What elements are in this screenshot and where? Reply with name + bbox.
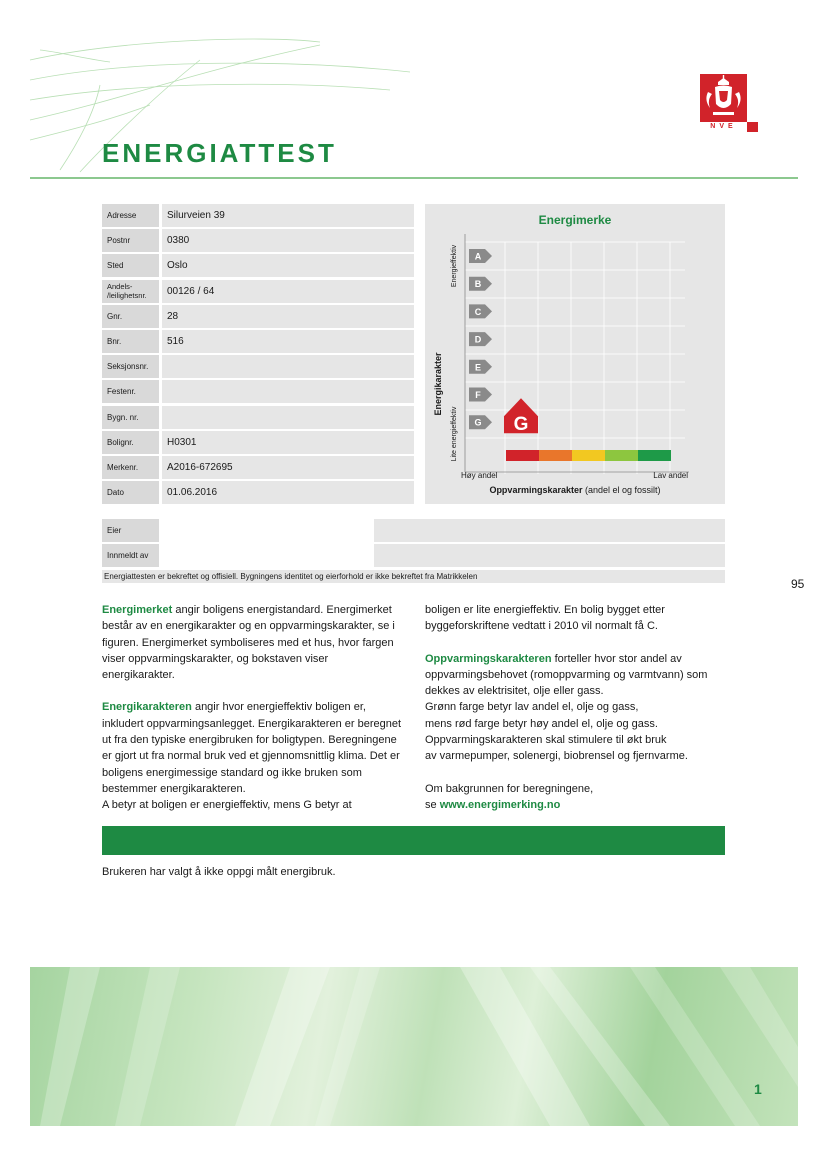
heating-scale-segment [539,450,572,461]
energy-use-note: Brukeren har valgt å ikke oppgi målt energibruk. [102,866,336,878]
table-row [102,544,725,567]
grade-label-f: F [475,390,481,400]
x-axis-title: Oppvarmingskarakter [489,485,583,495]
paragraph-text: angir boligens energistandard. Energimerket består av en energikarakter og en oppvarmingskarakter, se i figuren. Energimerket symboliseres med et hus, hvor fargen viser oppvarmingskarakter, og bokstaven viser energikarakter. [102,604,395,682]
field-value-gnr: 28 [162,305,414,328]
submitted-by-value [159,544,374,567]
grade-label-b: B [474,279,482,290]
page-number: 1 [754,1081,762,1097]
table-row [102,431,414,454]
field-label-festenr: Festenr. [102,380,159,403]
table-row [102,519,725,542]
paragraph-continuation: boligen er lite energieffektiv. En bolig bygget etter byggeforskriftene vedtatt i 2010 vil normalt få C. [425,604,665,633]
field-value-dato: 01.06.2016 [162,481,414,504]
paragraph-text: forteller hvor stor andel av oppvarmingsbehovet (romoppvarming og varmtvann) som dekkes av elektrisitet, olje eller gass. Grønn farge betyr lav andel el, olje og gass, mens rød farge betyr høy andel el, olje og gass. Oppvarmingskarakteren skal stimulere til økt bruk av varmepumper, solenergi, biobrensel og fjernvarme. [425,652,708,763]
paragraph-energimerket [102,602,402,683]
field-value-postnr: 0380 [162,229,414,252]
explanation-right-column [425,602,725,829]
submitted-by-extra-field [374,544,725,567]
x-left-label: Høy andel [461,471,498,480]
field-value-bolignr: H0301 [162,431,414,454]
grade-label-e: E [474,362,482,373]
heating-scale-segment [506,450,539,461]
paragraph-text: angir hvor energieffektiv boligen er, inkludert oppvarmingsanlegget. Energikarakteren er beregnet ut fra den typiske energibruken for boligtypen. Beregningene er gjort ut fra normal bruk ved et gjennomsnittlig klima. Det er boligens energimessige standard og ikke bruken som bestemmer energikarakteren. A betyr at boligen er energieffektiv, mens G betyr at [102,701,402,812]
table-row [102,330,414,353]
table-row [102,456,414,479]
grade-label-a: A [474,251,482,262]
table-row [102,280,414,303]
field-label-merkenr: Merkenr. [102,456,159,479]
chart-grid [465,242,685,474]
grade-label-c: C [474,306,482,317]
heating-scale-segment [638,450,671,461]
field-label-postnr: Postnr [102,229,159,252]
energimerking-link[interactable]: www.energimerking.no [439,798,561,811]
table-row [102,254,414,277]
table-row [102,229,414,252]
x-axis-title-group [489,485,660,495]
y-axis-title: Energikarakter [433,352,443,416]
property-info-table [102,204,414,506]
grade-arrows [469,249,492,429]
x-axis-suffix: (andel el og fossilt) [585,485,661,495]
field-label-bygnnr: Bygn. nr. [102,406,159,429]
term-energimerket: Energimerket [102,604,173,616]
owner-extra-field [374,519,725,542]
term-oppvarmingskarakteren: Oppvarmingskarakteren [425,652,552,665]
heating-scale [506,450,671,461]
nve-logo [700,74,758,132]
paragraph-energikarakteren [102,699,402,813]
paragraph-text: Om bakgrunnen for beregningene, se [425,782,594,811]
title-divider [30,177,798,179]
field-label-sted: Sted [102,254,159,277]
owner-label: Eier [102,519,159,542]
confirmation-note: Energiattesten er bekreftet og offisiell. Bygningens identitet og eierforhold er ikke bekreftet fra Matrikkelen [102,570,725,583]
side-number: 95 [791,577,805,591]
owner-table [102,519,725,569]
field-value-merkenr: A2016-672695 [162,456,414,479]
field-label-seksjonsnr: Seksjonsnr. [102,355,159,378]
page-title: ENERGIATTEST [102,138,337,168]
term-energikarakteren: Energikarakteren [102,701,192,714]
heating-scale-segment [572,450,605,461]
field-label-dato: Dato [102,481,159,504]
nve-crest-icon [700,74,747,122]
table-row [102,380,414,403]
table-row [102,204,414,227]
field-label-adresse: Adresse [102,204,159,227]
field-value-seksjonsnr [162,355,414,378]
energy-label-figure [425,204,725,504]
house-letter: G [513,414,529,436]
table-row [102,406,414,429]
house-marker-icon [504,398,538,435]
energy-label-title: Energimerke [538,213,612,227]
field-value-festenr [162,380,414,403]
table-row [102,481,414,504]
y-axis-bottom-label: Lite energieffektiv [451,406,458,462]
logo-text: NVE [710,123,737,130]
paragraph-more-info [425,781,725,814]
field-value-sted: Oslo [162,254,414,277]
footer-graphic [30,967,798,1126]
field-label-bolignr: Bolignr. [102,431,159,454]
energy-label-panel [425,204,725,504]
field-label-gnr: Gnr. [102,305,159,328]
logo-accent [747,122,758,132]
grade-label-g: G [474,417,482,428]
section-band [102,826,725,855]
field-label-andelsnr: Andels- /leilighetsnr. [102,280,159,303]
explanation-left-column [102,602,402,830]
submitted-by-label: Innmeldt av [102,544,159,567]
y-axis-top-label: Energieffektiv [451,244,458,288]
field-label-bnr: Bnr. [102,330,159,353]
field-value-bygnnr [162,406,414,429]
heating-scale-segment [605,450,638,461]
table-row [102,355,414,378]
grade-label-d: D [474,334,482,345]
field-value-andelsnr: 00126 / 64 [162,280,414,303]
field-value-adresse: Silurveien 39 [162,204,414,227]
x-right-label: Lav andel [653,471,688,480]
field-value-bnr: 516 [162,330,414,353]
owner-value [159,519,374,542]
paragraph-oppvarmingskarakteren [425,651,725,765]
table-row [102,305,414,328]
